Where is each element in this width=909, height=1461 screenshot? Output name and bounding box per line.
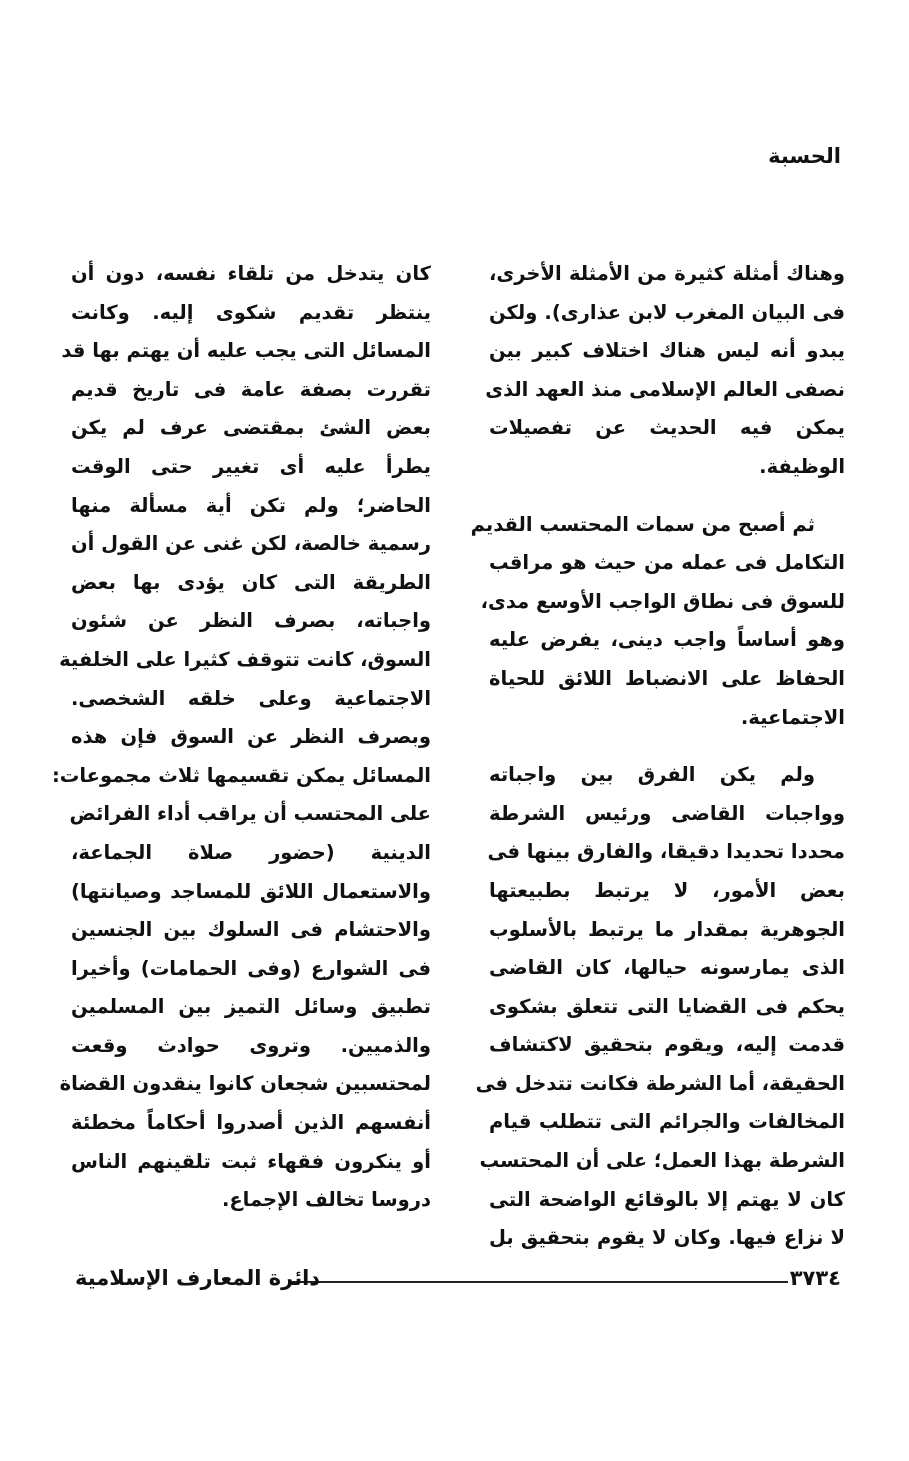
footer-divider: [288, 1281, 788, 1283]
text-line: يطرأ عليه أى تغيير حتى الوقت: [71, 454, 431, 478]
text-line: وهناك أمثلة كثيرة من الأمثلة الأخرى،: [489, 262, 845, 285]
running-header: الحسبة: [768, 144, 841, 168]
text-line: تطبيق وسائل التميز بين المسلمين: [71, 995, 431, 1019]
text-line: لمحتسبين شجعان كانوا ينقدون القضاة: [59, 1072, 431, 1096]
text-line: كان يتدخل من تلقاء نفسه، دون أن: [71, 262, 431, 285]
paragraph: [485, 255, 845, 487]
text-line: واجباته، بصرف النظر عن شئون: [71, 609, 431, 633]
text-line: دروسا تخالف الإجماع.: [221, 1188, 431, 1212]
text-line: محددا تحديدا دقيقا، والفارق بينها فى: [487, 840, 845, 864]
right-column: [470, 255, 845, 1258]
text-line: ينتظر تقديم شكوى إليه. وكانت: [71, 300, 431, 324]
text-line: لا نزاع فيها. وكان لا يقوم بتحقيق بل: [489, 1226, 845, 1250]
text-line: الجوهرية بمقدار ما يرتبط بالأسلوب: [489, 917, 845, 941]
text-line: الحفاظ على الانضباط اللائق للحياة: [489, 666, 845, 690]
text-line: الذى يمارسونه حيالها، كان القاضى: [489, 956, 845, 980]
text-line: وواجبات القاضى ورئيس الشرطة: [489, 801, 845, 825]
text-line: فى الشوارع (وفى الحمامات) وأخيرا: [71, 956, 431, 980]
publication-title: دائرة المعارف الإسلامية: [75, 1266, 321, 1290]
text-line: فى البيان المغرب لابن عذارى). ولكن: [489, 300, 845, 324]
text-line: نصفى العالم الإسلامى منذ العهد الذى: [485, 377, 845, 401]
text-line: تقررت بصفة عامة فى تاريخ قديم: [71, 377, 431, 401]
page-number: ٣٧٣٤: [789, 1266, 841, 1290]
text-line: وهو أساساً واجب دينى، يفرض عليه: [489, 628, 845, 652]
text-line: يبدو أنه ليس هناك اختلاف كبير بين: [489, 339, 845, 363]
text-line: بعض الأمور، لا يرتبط بطبيعتها: [489, 878, 845, 902]
text-line: المسائل يمكن تقسيمها ثلاث مجموعات:: [51, 763, 431, 787]
text-line: الوظيفة.: [759, 454, 845, 478]
text-line: الشرطة بهذا العمل؛ على أن المحتسب: [479, 1149, 845, 1173]
text-line: أو ينكرون فقهاء ثبت تلقينهم الناس: [71, 1149, 431, 1173]
text-line: الدينية (حضور صلاة الجماعة،: [71, 840, 431, 864]
paragraph-gap: [489, 737, 845, 756]
text-line: بعض الشئ بمقتضى عرف لم يكن: [71, 416, 431, 440]
text-line: يمكن فيه الحديث عن تفصيلات: [489, 416, 845, 440]
paragraph: [475, 756, 845, 1258]
text-line: الحقيقة، أما الشرطة فكانت تتدخل فى: [475, 1071, 845, 1095]
text-line: والاستعمال اللائق للمساجد وصيانتها): [71, 879, 431, 903]
paragraph-gap: [489, 487, 845, 506]
text-line: والذميين. وتروى حوادث وقعت: [71, 1033, 431, 1057]
text-line: ولم يكن الفرق بين واجباته: [489, 763, 815, 787]
text-line: قدمت إليه، ويقوم بتحقيق لاكتشاف: [489, 1033, 845, 1057]
text-line: الاجتماعية.: [740, 705, 845, 729]
text-line: الحاضر؛ ولم تكن أية مسألة منها: [71, 493, 431, 517]
text-line: التكامل فى عمله من حيث هو مراقب: [489, 551, 845, 575]
left-column: [51, 255, 431, 1220]
text-line: ثم أصبح من سمات المحتسب القديم: [470, 512, 815, 536]
paragraph: [470, 506, 845, 738]
text-line: أنفسهم الذين أصدروا أحكاماً مخطئة: [71, 1111, 431, 1135]
text-line: على المحتسب أن يراقب أداء الفرائض: [69, 802, 431, 826]
text-line: للسوق فى نطاق الواجب الأوسع مدى،: [480, 589, 845, 613]
text-line: رسمية خالصة، لكن غنى عن القول أن: [71, 532, 431, 556]
text-line: يحكم فى القضايا التى تتعلق بشكوى: [489, 994, 845, 1018]
text-line: الاجتماعية وعلى خلقه الشخصى.: [71, 686, 431, 710]
text-line: كان لا يهتم إلا بالوقائع الواضحة التى: [489, 1187, 845, 1211]
text-line: المسائل التى يجب عليه أن يهتم بها قد: [61, 339, 431, 363]
text-line: وبصرف النظر عن السوق فإن هذه: [71, 725, 431, 749]
text-line: والاحتشام فى السلوك بين الجنسين: [71, 918, 431, 942]
text-line: المخالفات والجرائم التى تتطلب قيام: [489, 1110, 845, 1134]
text-line: السوق، كانت تتوقف كثيرا على الخلفية: [59, 647, 431, 671]
text-line: الطريقة التى كان يؤدى بها بعض: [71, 570, 431, 594]
